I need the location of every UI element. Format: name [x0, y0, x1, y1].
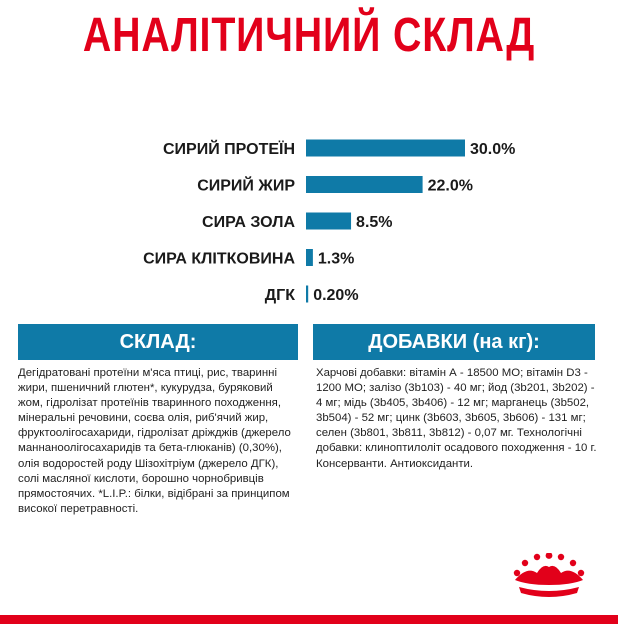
nutrient-bar-chart	[0, 130, 618, 310]
page-title: АНАЛІТИЧНИЙ СКЛАД	[82, 9, 536, 62]
additives-text: Харчові добавки: вітамін А - 18500 МО; вітамін D3 - 1200 МО; залізо (3b103) - 40 мг; йод (3b201, 3b202) - 4 мг; мідь (3b405, 3b406) - 12 мг; марганець (3b502, 3b504) - 52 мг; цинк (3b603, 3b605, 3b606) - 131 мг; селен (3b801, 3b811, 3b812) - 0,07 мг. Технологічні добавки: клиноптилоліт осадового походження - 10 г. Консерванти. Антиоксиданти.	[316, 367, 597, 470]
value-label: 8.5%	[356, 214, 393, 231]
category-label: ДГК	[264, 287, 295, 304]
composition-header: СКЛАД:	[18, 324, 298, 360]
value-label: 0.20%	[313, 287, 359, 304]
value-label: 1.3%	[317, 250, 355, 268]
bar	[306, 286, 308, 303]
bar	[306, 176, 423, 193]
category-label: СИРА КЛІТКОВИНА	[143, 250, 295, 268]
bar	[306, 213, 351, 230]
composition-text: Дегідратовані протеїни м'яса птиці, рис, тваринні жири, пшеничний глютен*, кукурудза, буряковий жом, гідролізат протеїнів тваринного походження, мінеральні речовини, соєва олія, риб'ячий жир, фруктоолігосахариди, гідролізат дріжджів (джерело маннаноолігосахаридів та бета-глюканів) (0,30%), олія водоростей роду Шізохітріум (джерело ДГК), солі масляної кислоти, борошно чорнобривців прямостоячих. *L.I.P.: білки, відібрані за принципом високої перетравності.	[18, 367, 291, 515]
category-label: СИРИЙ ПРОТЕЇН	[163, 141, 295, 158]
value-label: 30.0%	[470, 141, 516, 158]
bottom-accent-bar	[0, 615, 618, 624]
bar	[306, 140, 465, 157]
category-label: СИРИЙ ЖИР	[197, 177, 295, 195]
additives-header: ДОБАВКИ (на кг):	[313, 324, 595, 360]
crown-logo-icon	[509, 553, 589, 603]
category-label: СИРА ЗОЛА	[202, 214, 295, 231]
value-label: 22.0%	[427, 177, 473, 195]
bar	[306, 249, 313, 266]
